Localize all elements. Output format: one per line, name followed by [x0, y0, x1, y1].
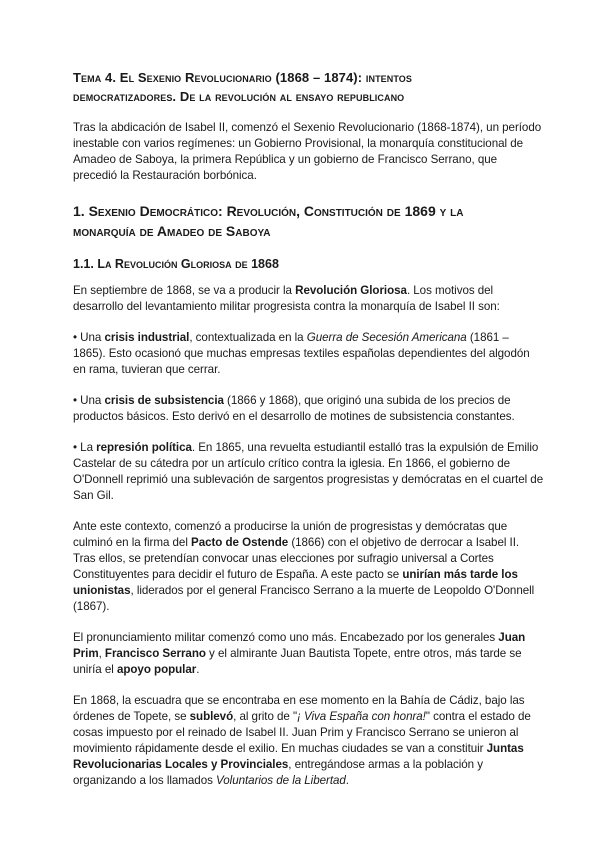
text: . [196, 663, 200, 676]
paragraph-pacto-ostende [73, 519, 544, 615]
text: , al grito de " [233, 710, 298, 723]
text: (1866 y 1868), que originó una subida de los precios de productos básicos. Esto derivó en el desarrollo de motines de subsistencia constantes. [73, 394, 515, 423]
section-1-heading-line-2: monarquía de Amadeo de Saboya [73, 223, 271, 239]
bold-text: Pacto de Ostende [191, 536, 289, 549]
document-title-line-2: democratizadores. De la revolución al ensayo republicano [73, 89, 405, 104]
text: En septiembre de 1868, se va a producir la [73, 284, 296, 297]
text: • La [73, 441, 97, 454]
bold-text: Juan Prim [73, 631, 526, 660]
bold-text: sublevó [189, 710, 234, 723]
text: y el almirante Juan Bautista Topete, entre otros, más tarde se uniría el [73, 647, 522, 676]
bold-text: crisis de subsistencia [104, 394, 224, 407]
text: . Los motivos del desarrollo del levantamiento militar progresista contra la monarquía de Isabel II son: [73, 284, 500, 313]
intro-paragraph: Tras la abdicación de Isabel II, comenzó el Sexenio Revolucionario (1868-1874), un período inestable con varios regímenes: un Gobierno Provisional, la monarquía constitucional de Amadeo de Saboya, la primera República y un gobierno de Francisco Serrano, que precedió la Restauración borbónica. [73, 121, 542, 182]
document-title-line-1: Tema 4. El Sexenio Revolucionario (1868 – 1874): intentos [73, 70, 413, 85]
subsection-1-1-heading: 1.1. La Revolución Gloriosa de 1868 [73, 257, 279, 271]
text: , liderados por el general Francisco Serrano a la muerte de Leopoldo O'Donnell (1867). [73, 584, 535, 613]
bold-text: Revolución Gloriosa [295, 284, 407, 297]
italic-text: ¡ Viva España con honra! [297, 710, 426, 723]
italic-text: Guerra de Secesión Americana [306, 331, 467, 344]
bold-text: Francisco Serrano [104, 647, 206, 660]
paragraph-pronunciamiento [73, 630, 544, 678]
text: • Una [73, 394, 105, 407]
text: En 1868, la escuadra que se encontraba en ese momento en la Bahía de Cádiz, bajo las órdenes de Topete, se [73, 694, 525, 723]
text: , [98, 647, 105, 660]
bold-text: Juntas Revolucionarias Locales y Provinciales [73, 742, 524, 771]
text: , entregándose armas a la población y organizando a los llamados [73, 758, 483, 787]
section-1-heading [73, 201, 544, 241]
text: , contextualizada en la [189, 331, 307, 344]
text: (1861 – 1865). Esto ocasionó que muchas empresas textiles españolas dependientes del algodón en rama, tuvieran que cerrar. [73, 331, 530, 376]
bold-text: apoyo popular [116, 663, 197, 676]
paragraph-gloriosa-intro [73, 283, 544, 315]
text: Ante este contexto, comenzó a producirse la unión de progresistas y demócratas que culminó en la firma del [73, 520, 508, 549]
bullet-crisis-subsistencia [73, 393, 544, 425]
bold-text: unirían más tarde los unionistas [73, 568, 518, 597]
bullet-crisis-industrial [73, 330, 544, 378]
bullet-represion-politica [73, 440, 544, 504]
text: (1866) con el objetivo de derrocar a Isabel II. Tras ellos, se pretendían convocar unas elecciones por sufragio universal a Cortes Constituyentes para decidir el futuro de España. A este pacto se [73, 536, 520, 581]
bold-text: crisis industrial [104, 331, 190, 344]
section-1-heading-line-1: 1. Sexenio Democrático: Revolución, Constitución de 1869 y la [73, 203, 464, 219]
paragraph-sublevacion-cadiz [73, 693, 544, 789]
italic-text: Voluntarios de la Libertad [216, 774, 346, 787]
document-title [73, 68, 544, 106]
text: " contra el estado de cosas impuesto por el reinado de Isabel II. Juan Prim y Francisco Serrano se unieron al movimiento rápidamente desde el exilio. En muchas ciudades se van a constituir [73, 710, 531, 755]
text: . En 1865, una revuelta estudiantil estalló tras la expulsión de Emilio Castelar de su cátedra por un artículo crítico contra la iglesia. En 1866, el gobierno de O'Donnell reprimió una sublevación de sargentos progresistas y demócratas en el cuartel de San Gil. [73, 441, 544, 502]
text: • Una [73, 331, 105, 344]
bold-text: represión política [96, 441, 192, 454]
text: . [345, 774, 349, 787]
text: El pronunciamiento militar comenzó como uno más. Encabezado por los generales [73, 631, 499, 644]
